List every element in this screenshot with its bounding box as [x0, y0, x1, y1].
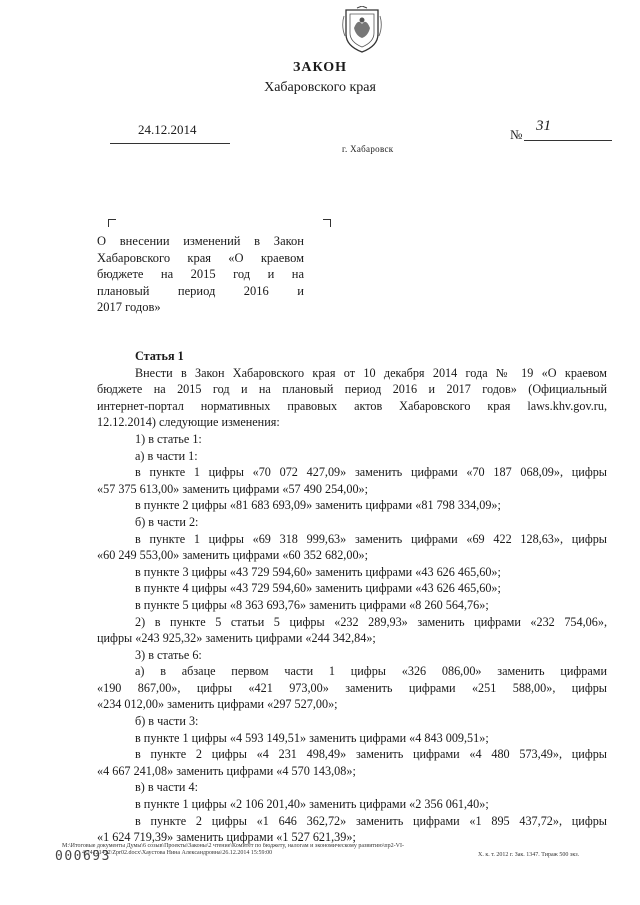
body-line: в пункте 4 цифры «43 729 594,60» заменить цифрами «43 626 465,60»; — [135, 581, 501, 596]
body-line: 2) в пункте 5 статьи 5 цифры «232 289,93» заменить цифрами «232 754,06», — [135, 614, 607, 629]
document-date: 24.12.2014 — [138, 122, 197, 137]
body-line: цифры «243 925,32» заменить цифрами «244 342,84»; — [97, 631, 376, 646]
body-line: б) в части 3: — [135, 714, 199, 729]
subject-line: плановый период 2016 и — [97, 283, 304, 298]
subject-line: О внесении изменений в Закон — [97, 234, 304, 248]
body-line: «60 249 553,00» заменить цифрами «60 352 682,00»; — [97, 548, 369, 563]
subject-line: Хабаровского края «О краевом — [97, 250, 304, 265]
date-underline — [110, 143, 230, 144]
body-line: Внести в Закон Хабаровского края от 10 декабря 2014 года № 19 «О краевом — [135, 365, 607, 380]
body-line: а) в части 1: — [135, 448, 198, 463]
body-line: «190 867,00», цифры «421 973,00» заменить цифрами «251 588,00», цифры — [97, 680, 607, 695]
subject-line: 2017 годов» — [97, 300, 161, 314]
body-line: а) в абзаце первом части 1 цифры «326 086,00» заменить цифрами — [135, 664, 607, 679]
body-line: 12.12.2014) следующие изменения: — [97, 415, 280, 430]
document-subject — [97, 233, 304, 316]
subject-line: бюджете на 2015 год и на — [97, 267, 304, 281]
number-label: № — [510, 127, 523, 142]
body-line: в пункте 2 цифры «1 646 362,72» заменить цифрами «1 895 437,72», цифры — [135, 813, 607, 828]
body-line: в пункте 5 цифры «8 363 693,76» заменить цифрами «8 260 564,76»; — [135, 597, 489, 612]
footer-path-line: M:\Итоговые документы Думы\6 созыв\Проекты\Законы\2 чтение\Комитет по бюджету, налогам и экономическому развитию\пр2-VI- — [62, 843, 404, 849]
body-line: в пункте 1 цифры «2 106 201,40» заменить цифрами «2 356 061,40»; — [135, 797, 489, 812]
body-line: б) в части 2: — [135, 514, 199, 529]
subject-corner-right — [323, 219, 331, 227]
body-line: 3) в статье 6: — [135, 647, 202, 662]
body-line: «4 667 241,08» заменить цифрами «4 570 143,08»; — [97, 763, 356, 778]
subject-corner-left — [108, 219, 116, 227]
issuer-subtitle: Хабаровского края — [264, 80, 376, 95]
body-line: «1 624 719,39» заменить цифрами «1 527 621,39»; — [97, 830, 356, 845]
body-line: в пункте 3 цифры «43 729 594,60» заменить цифрами «43 626 465,60»; — [135, 564, 501, 579]
body-line: интернет-портал нормативных правовых актов Хабаровского края laws.khv.gov.ru, — [97, 398, 607, 413]
body-line: в) в части 4: — [135, 780, 198, 795]
document-body — [97, 348, 607, 846]
body-line: в пункте 1 цифры «70 072 427,09» заменить цифрами «70 187 068,09», цифры — [135, 465, 607, 480]
body-line: в пункте 2 цифры «4 231 498,49» заменить цифрами «4 480 573,49», цифры — [135, 747, 607, 762]
body-line: бюджете на 2015 год и на плановый период 2016 и 2017 годов» (Официальный — [97, 382, 607, 397]
body-line: в пункте 1 цифры «69 318 999,63» заменить цифрами «69 422 128,63», цифры — [135, 531, 607, 546]
city-label: г. Хабаровск — [342, 144, 394, 154]
footer-print-info: Х. к. т. 2012 г. Зак. 1347. Тираж 500 экз. — [478, 852, 580, 858]
article-title: Статья 1 — [135, 349, 184, 363]
body-line: «234 012,00» заменить цифрами «297 527,00»; — [97, 697, 338, 712]
footer-document-number: 000693 — [55, 849, 111, 864]
document-type-title: ЗАКОН — [292, 60, 348, 75]
document-number: 31 — [536, 118, 551, 134]
body-line: в пункте 1 цифры «4 593 149,51» заменить цифрами «4 843 009,51»; — [135, 730, 489, 745]
footer-path-line: 4\24121412\Zpr02.docx\Хаустова Нина Александровна\26.12.2014 15:59:00 — [82, 850, 273, 856]
body-line: в пункте 2 цифры «81 683 693,09» заменить цифрами «81 798 334,09»; — [135, 498, 501, 513]
number-underline — [524, 140, 612, 141]
coat-of-arms-icon — [340, 6, 384, 54]
body-line: 1) в статье 1: — [135, 431, 202, 446]
body-line: «57 375 613,00» заменить цифрами «57 490 254,00»; — [97, 481, 369, 496]
